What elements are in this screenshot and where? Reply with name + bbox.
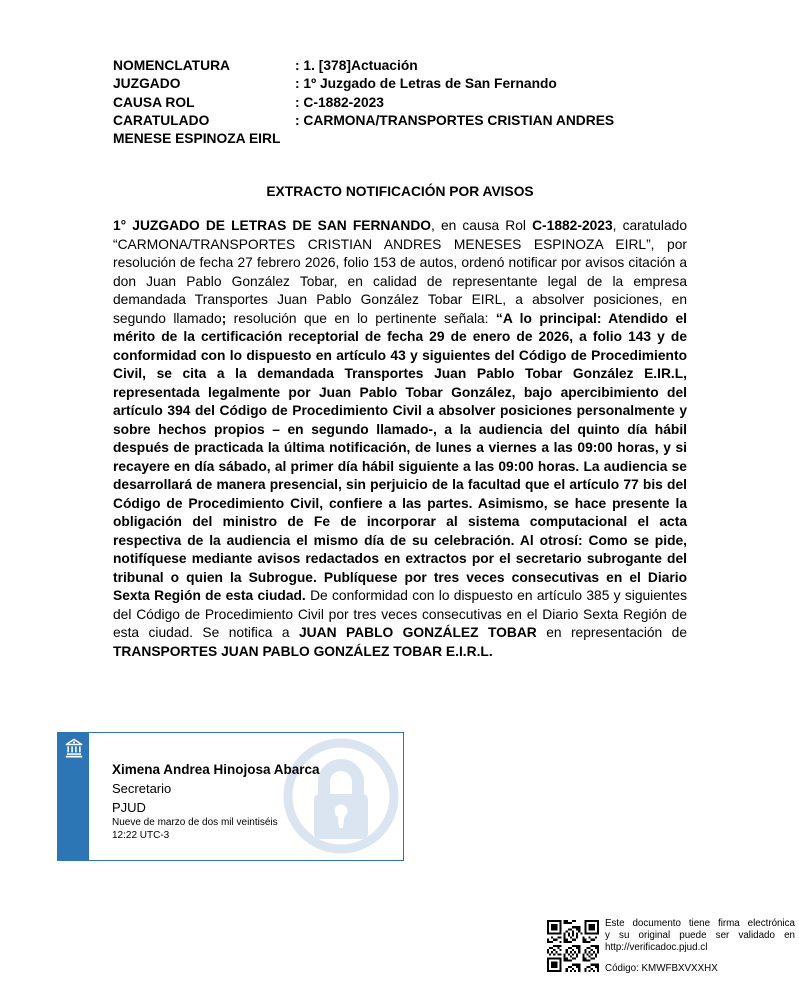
field-value: : 1º Juzgado de Letras de San Fernando — [295, 76, 557, 92]
verification-url[interactable]: http://verificadoc.pjud.cl — [605, 941, 708, 953]
signature-box — [57, 732, 404, 861]
signature-accent-bar — [58, 733, 89, 860]
header-overflow-line: MENESE ESPINOZA EIRL — [113, 131, 281, 147]
field-label: CAUSA ROL — [113, 94, 195, 110]
field-label: NOMENCLATURA — [113, 58, 231, 73]
header-field-caratulado — [113, 112, 689, 130]
code-value: KMWFBXVXXHX — [641, 963, 718, 975]
signature-details — [112, 760, 362, 842]
notification-body: 1° JUZGADO DE LETRAS DE SAN FERNANDO, en causa Rol C-1882-2023, caratulado “CARMONA/TRANSPORTES CRISTIAN ANDRES MENESES ESPINOZA EIRL”, por resolución de fecha 27 febrero 2026, folio 153 de autos, ordenó notificar por avisos citación a don Juan Pablo González Tobar, en calidad de representante legal de la empresa demandada Transportes Juan Pablo González Tobar EIRL, a absolver posiciones, en segundo llamado; resolución que en lo pertinente señala: “A lo principal: Atendido el mérito de la certificación receptorial de fecha 29 de enero de 2026, a folio 143 y de conformidad con lo dispuesto en artículo 43 y siguientes del Código de Procedimiento Civil, se cita a la demandada Transportes Juan Pablo Tobar González E.IR.L, representada legalmente por Juan Pablo Tobar González, bajo apercibimiento del artículo 394 del Código de Procedimiento Civil a absolver posiciones personalmente y sobre hechos propios – en segundo llamado-, a la audiencia del quinto día hábil después de practicada la última notificación, de lunes a viernes a las 09:00 horas, y si recayere en día sábado, al primer día hábil siguiente a las 09:00 horas. La audiencia se desarrollará de manera presencial, sin perjuicio de la facultad que el artículo 77 bis del Código de Procedimiento Civil, confiere a las partes. Asimismo, se hace presente la obligación del ministro de Fe de incorporar al sistema computacional el acta respectiva de la audiencia el mismo día de su celebración. Al otrosí: Como se pide, notifíquese mediante avisos redactados en extractos por el secretario subrogante del tribunal o quien la Subrogue. Publíquese por tres veces consecutivas en el Diario Sexta Región de esta ciudad. De conformidad con lo dispuesto en artículo 385 y siguientes del Código de Procedimiento Civil por tres veces consecutivas en el Diario Sexta Región de esta ciudad. Se notifica a JUAN PABLO GONZÁLEZ TOBAR en representación de TRANSPORTES JUAN PABLO GONZÁLEZ TOBAR E.I.R.L. — [113, 218, 688, 659]
header-field-nomenclatura — [113, 57, 689, 75]
field-value: : C-1882-2023 — [295, 94, 384, 110]
field-value: : CARMONA/TRANSPORTES CRISTIAN ANDRES — [295, 112, 615, 128]
verification-code-line — [605, 963, 795, 975]
signature-time: 12:22 UTC-3 — [112, 829, 170, 841]
signer-role: Secretario — [112, 781, 172, 796]
signature-date: Nueve de marzo de dos mil veintiséis — [112, 817, 278, 828]
signer-institution: PJUD — [112, 800, 146, 815]
field-label: CARATULADO — [113, 112, 210, 128]
header-field-juzgado — [113, 75, 689, 93]
code-label: Código: — [605, 963, 639, 975]
qr-code — [547, 920, 599, 972]
signer-name: Ximena Andrea Hinojosa Abarca — [112, 762, 320, 777]
verification-line: Este documento tiene firma electrónica — [605, 918, 795, 929]
case-header — [113, 57, 689, 148]
verification-text — [605, 918, 795, 975]
field-value: : 1. [378]Actuación — [295, 58, 418, 73]
header-field-causa-rol — [113, 94, 689, 112]
field-label: JUZGADO — [113, 76, 181, 92]
document-title: EXTRACTO NOTIFICACIÓN POR AVISOS — [266, 184, 534, 199]
courthouse-icon — [63, 737, 85, 759]
verification-line: y su original puede ser validado en — [605, 929, 795, 941]
